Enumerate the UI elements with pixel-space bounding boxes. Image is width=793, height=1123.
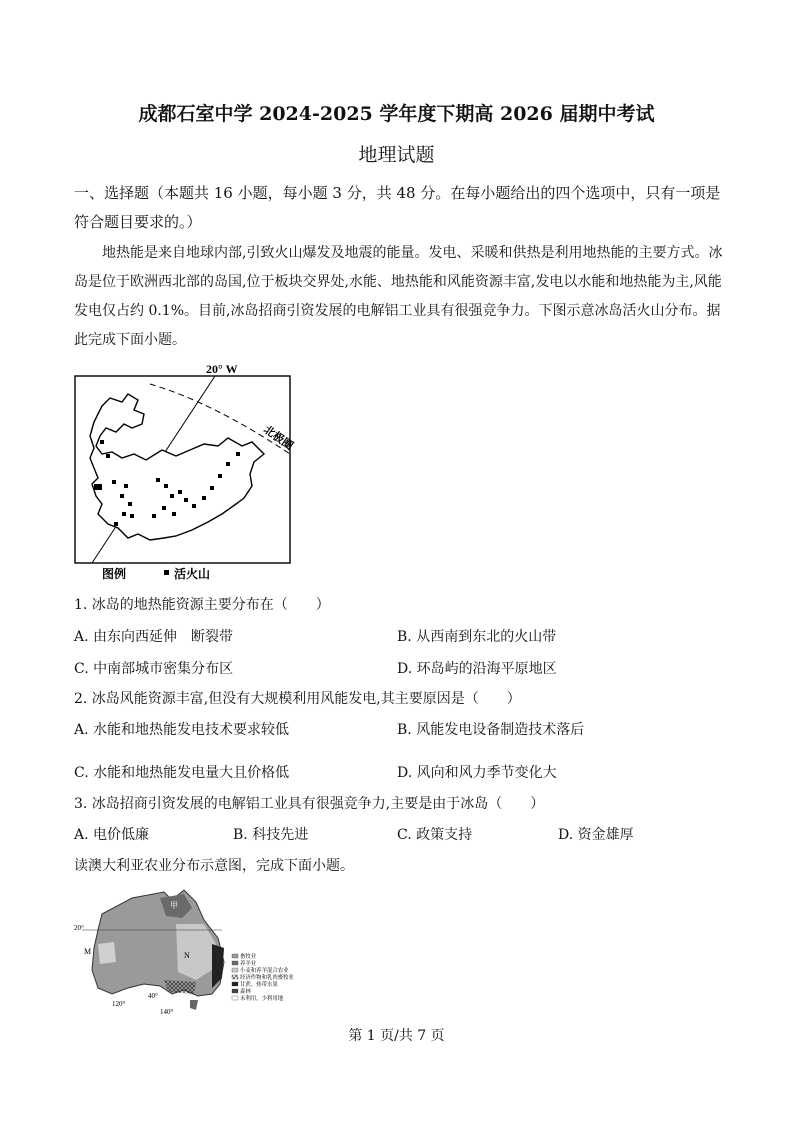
region-jia-label: 甲	[170, 901, 178, 910]
legend-4: 经济作物和乳肉畜牧业	[240, 975, 294, 981]
question-1-option-b[interactable]: B. 从西南到东北的火山带	[397, 629, 557, 645]
question-3-stem: 3. 冰岛招商引资发展的电解铝工业具有很强竞争力,主要是由于冰岛（ ）	[74, 796, 545, 812]
section-heading: 一、选择题（本题共 16 小题，每小题 3 分，共 48 分。在每小题给出的四个选项中，只有一项是符合题目要求的。）	[74, 184, 721, 231]
question-3-option-b[interactable]: B. 科技先进	[233, 827, 309, 843]
region-southeast	[164, 980, 196, 994]
question-2-option-b[interactable]: B. 风能发电设备制造技术落后	[397, 722, 585, 738]
question-3-option-d[interactable]: D. 资金雄厚	[558, 827, 634, 843]
question-1-stem: 1. 冰岛的地热能资源主要分布在（ ）	[74, 597, 330, 613]
lat-label-20: 20°	[74, 924, 84, 932]
legend-3: 小麦和养羊混合农业	[240, 968, 289, 974]
question-2-option-c[interactable]: C. 水能和地热能发电量大且价格低	[74, 765, 290, 781]
legend-volcano-icon	[164, 570, 169, 575]
passage-2: 读澳大利亚农业分布示意图，完成下面小题。	[74, 858, 354, 874]
region-west	[98, 942, 116, 964]
question-2-stem: 2. 冰岛风能资源丰富,但没有大规模利用风能发电,其主要原因是（ ）	[74, 691, 521, 707]
legend-7: 未利用，少利用地	[240, 996, 284, 1002]
passage-1: 地热能是来自地球内部,引致火山爆发及地震的能量。发电、采暖和供热是利用地热能的主要方式。冰岛是位于欧洲西北部的岛国,位于板块交界处,水能、地热能和风能资源丰富,发电以水能和地热能为主,风能发电仅占约 0.1%。目前,冰岛招商引资发展的电解铝工业具有很强竞争力。下图示意冰岛活火山分布。据此完成下面小题。	[74, 245, 723, 348]
legend-1: 畜牧业	[240, 954, 257, 960]
meridian-label: 20° W	[206, 362, 238, 376]
question-2-option-a[interactable]: A. 水能和地热能发电技术要求较低	[74, 722, 290, 738]
lat-label-40: 40°	[148, 992, 158, 1000]
region-n-label: N	[184, 951, 190, 960]
question-1-option-d[interactable]: D. 环岛屿的沿海平原地区	[397, 661, 557, 677]
australia-agriculture-map	[72, 884, 312, 1020]
question-1-option-c[interactable]: C. 中南部城市密集分布区	[74, 661, 234, 677]
question-2-option-d[interactable]: D. 风向和风力季节变化大	[397, 765, 557, 781]
legend-volcano-label: 活火山	[174, 567, 211, 581]
region-m-label: M	[84, 947, 92, 956]
page-title: 成都石室中学 2024-2025 学年度下期高 2026 届期中考试	[138, 103, 655, 125]
legend-5: 甘蔗、热带水果	[240, 982, 278, 988]
legend-title: 图例	[102, 567, 127, 581]
page-subtitle: 地理试题	[358, 144, 435, 166]
question-3-option-c[interactable]: C. 政策支持	[397, 827, 473, 843]
iceland-volcano-map	[72, 362, 297, 584]
arctic-label: 北极圈	[261, 423, 296, 453]
page-footer: 第 1 页/共 7 页	[348, 1028, 445, 1044]
lon-label-140: 140°	[160, 1008, 174, 1016]
question-3-option-a[interactable]: A. 电价低廉	[74, 827, 150, 843]
iceland-coastline	[90, 394, 264, 540]
legend-6: 森林	[240, 989, 251, 995]
legend-2: 养羊业	[240, 961, 257, 967]
question-1-option-a[interactable]: A. 由东向西延伸 断裂带	[74, 629, 234, 645]
lon-label-120: 120°	[112, 1000, 126, 1008]
